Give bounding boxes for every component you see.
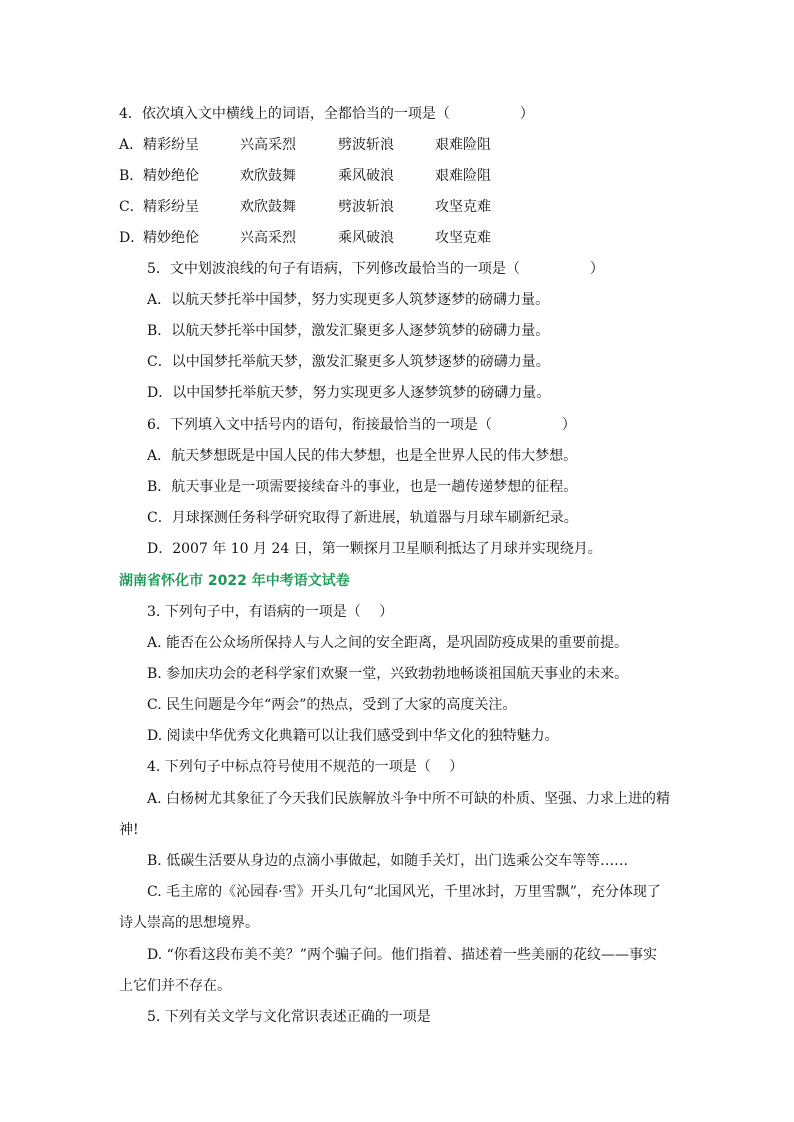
option-word: 艰难险阻 [435, 168, 491, 184]
q6-option-b: B．航天事业是一项需要接续奋斗的事业，也是一趟传递梦想的征程。 [147, 479, 578, 495]
option-word: 攻坚克难 [435, 199, 491, 215]
q6-option-c: C．月球探测任务科学研究取得了新进展，轨道器与月球车刷新纪录。 [147, 510, 578, 526]
option-word: 精妙绝伦 [143, 230, 199, 246]
option-label: C． [119, 199, 144, 215]
option-word: 精彩纷呈 [143, 137, 199, 153]
option-word: 兴高采烈 [240, 137, 296, 153]
section-title: 湖南省怀化市 2022 年中考语文试卷 [119, 573, 350, 589]
option-word: 攻坚克难 [435, 230, 491, 246]
q5-option-b: B．以航天梦托举中国梦，激发汇聚更多人逐梦筑梦的磅礴力量。 [147, 323, 550, 339]
option-word: 精彩纷呈 [143, 199, 199, 215]
q6-option-d: D．2007 年 10 月 24 日，第一颗探月卫星顺利抵达了月球并实现绕月。 [147, 541, 602, 557]
option-word: 乘风破浪 [338, 168, 394, 184]
option-label: B． [119, 168, 144, 184]
q5-option-d: D．以中国梦托举航天梦，努力实现更多人逐梦筑梦的磅礴力量。 [147, 385, 551, 401]
s4-stem: 4. 下列句子中标点符号使用不规范的一项是（ ） [147, 759, 464, 775]
s4-option-d-line1: D. “你看这段布美不美？”两个骗子问。他们指着、描述着一些美丽的花纹——事实 [147, 947, 657, 963]
option-word: 兴高采烈 [240, 230, 296, 246]
option-label: D． [119, 230, 145, 246]
s3-stem: 3. 下列句子中，有语病的一项是（ ） [147, 604, 394, 620]
q5-option-c: C．以中国梦托举航天梦，激发汇聚更多人筑梦逐梦的磅礴力量。 [147, 354, 550, 370]
q6-option-a: A．航天梦想既是中国人民的伟大梦想，也是全世界人民的伟大梦想。 [147, 448, 578, 464]
s4-option-a-line1: A. 白杨树尤其象征了今天我们民族解放斗争中所不可缺的朴质、坚强、力求上进的精 [147, 791, 671, 807]
s5-stem: 5. 下列有关文学与文化常识表述正确的一项是 [147, 1009, 431, 1025]
option-word: 欢欣鼓舞 [240, 199, 296, 215]
s4-option-c-line1: C. 毛主席的《沁园春·雪》开头几句“北国风光，千里冰封，万里雪飘”，充分体现了 [147, 884, 661, 900]
s3-option-a: A. 能否在公众场所保持人与人之间的安全距离，是巩固防疫成果的重要前提。 [147, 635, 629, 651]
s4-option-b: B. 低碳生活要从身边的点滴小事做起，如随手关灯，出门选乘公交车等等…… [147, 853, 629, 869]
s4-option-d-line2: 上它们并不存在。 [119, 978, 231, 994]
q5-stem: 5．文中划波浪线的句子有语病，下列修改最恰当的一项是（ ） [147, 261, 604, 277]
s3-option-d: D. 阅读中华优秀文化典籍可以让我们感受到中华文化的独特魅力。 [147, 728, 559, 744]
option-word: 艰难险阻 [435, 137, 491, 153]
q6-stem: 6．下列填入文中括号内的语句，衔接最恰当的一项是（ ） [147, 417, 576, 433]
s3-option-c: C. 民生问题是今年“两会”的热点，受到了大家的高度关注。 [147, 697, 517, 713]
s3-option-b: B. 参加庆功会的老科学家们欢聚一堂，兴致勃勃地畅谈祖国航天事业的未来。 [147, 666, 629, 682]
option-word: 欢欣鼓舞 [240, 168, 296, 184]
option-label: A． [119, 137, 144, 153]
q4-stem: 4．依次填入文中横线上的词语，全都恰当的一项是（ ） [119, 106, 534, 122]
option-word: 劈波斩浪 [338, 137, 394, 153]
q5-option-a: A．以航天梦托举中国梦，努力实现更多人筑梦逐梦的磅礴力量。 [147, 292, 550, 308]
option-word: 劈波斩浪 [338, 199, 394, 215]
s4-option-a-line2: 神! [119, 822, 139, 838]
s4-option-c-line2: 诗人崇高的思想境界。 [119, 915, 259, 931]
option-word: 精妙绝伦 [143, 168, 199, 184]
option-word: 乘风破浪 [338, 230, 394, 246]
